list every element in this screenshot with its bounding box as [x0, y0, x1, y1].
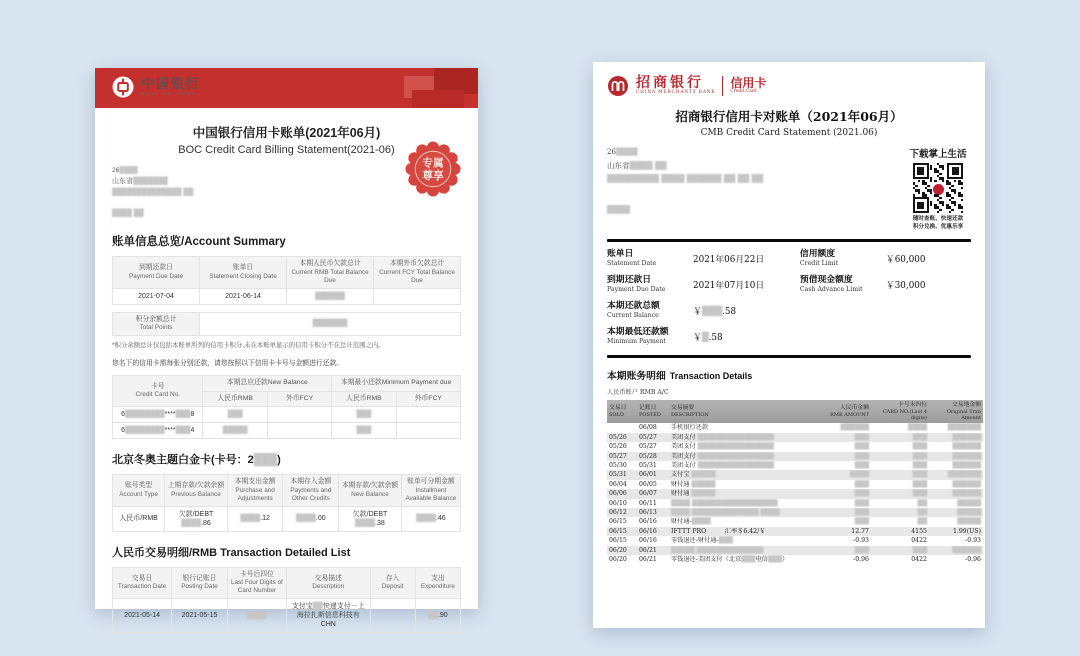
col-header: 卡号末四位 CARD NO.(Last 4 digits): [871, 400, 929, 423]
table-header-row: [113, 475, 461, 507]
col-header: 上期存款/欠款余额 Previous Balance: [165, 475, 228, 507]
cell: 美团支付 ████████████████: [671, 443, 774, 451]
cell: ███████: [929, 470, 983, 479]
addressee-line: ████ ██: [112, 210, 144, 217]
qr-code: [913, 163, 963, 213]
cell: ██████: [929, 452, 983, 461]
card-repayment-table: [112, 375, 461, 439]
cell: ████.12: [227, 506, 283, 531]
cell: 美团支付 ████████████████: [669, 433, 819, 442]
col-header: 账号类型 Account Type: [113, 475, 165, 507]
cell: ███: [871, 489, 929, 498]
cell: 06/16: [639, 518, 657, 526]
cell: ███: [854, 518, 869, 526]
rmb-transaction-table: [112, 567, 461, 634]
cell: 05/26: [607, 433, 637, 442]
cell: ████: [907, 424, 927, 432]
subcol-fcy: 外币FCY: [396, 391, 460, 407]
col-header: 本期人民币欠款总计 Current RMB Total Balance Due: [287, 257, 374, 289]
txn-row: [607, 489, 983, 498]
cell: 1.99(US): [929, 527, 983, 536]
cell: 0422: [911, 556, 927, 564]
col-header: 本期存款/欠款余额 New Balance: [339, 475, 402, 507]
account-summary-table: [112, 256, 461, 305]
subcol-rmb: 人民币RMB: [332, 391, 396, 407]
cell: 05/26: [609, 443, 627, 451]
cell: 美团支付 ████████████████: [671, 462, 774, 470]
cell-rmb-total-due: ██████: [287, 288, 374, 304]
cell: ██████: [929, 489, 983, 498]
cell-posting-date: 2021-05-15: [172, 599, 228, 633]
cell: ██: [871, 508, 929, 517]
statement-title: 招商银行信用卡对账单（2021年06月）: [675, 109, 903, 124]
cell-txn-date: 2021-05-14: [113, 599, 172, 633]
bank-name-cn: 招商银行: [636, 75, 704, 91]
svg-text:专属: 专属: [422, 157, 444, 170]
cell: -0.93: [965, 537, 981, 545]
cell-expenditure: ██.90: [415, 599, 460, 633]
cell: 支付宝 █████: [669, 470, 819, 479]
col-header: 交易描述 Description: [286, 567, 370, 599]
cell: 零钱退还-美团支付（北京███电信███）: [671, 556, 789, 564]
cell: 05/31: [639, 462, 657, 470]
cell: 06/20: [607, 546, 637, 555]
cell: 4155: [871, 527, 929, 536]
cell: ███: [332, 407, 396, 423]
table-row: [113, 506, 461, 531]
cell-payment-due-date: 2021-07-04: [113, 288, 200, 304]
cell: ███: [854, 480, 869, 488]
cell: █████: [957, 518, 981, 526]
txn-row: [607, 536, 983, 545]
col-header: 本期支出金额 Purchase and Adjustments: [227, 475, 283, 507]
cell-card-no: 6████████****███4: [113, 423, 203, 439]
account-type-table: [112, 474, 461, 532]
cell: ███: [819, 508, 871, 517]
cell: 零钱退还-财付通-███: [671, 537, 733, 545]
cell: 06/07: [637, 489, 669, 498]
txn-row: [607, 517, 983, 526]
divider-rule: [607, 355, 971, 358]
col-header: 存入 Deposit: [370, 567, 415, 599]
cell: 06/21: [639, 556, 657, 564]
col-header: 人民币金额 RMB AMOUNT: [819, 400, 871, 423]
table-row: [113, 407, 461, 423]
summary-cash-advance-limit: 预借现金额度 Cash Advance Limit ￥30,000: [799, 275, 926, 294]
cell: 06/10: [609, 499, 627, 507]
bank-name-en: CHINA MERCHANTS BANK: [636, 90, 716, 95]
summary-credit-limit: 信用额度 Credit Limit ￥60,000: [799, 249, 926, 268]
cell: ███: [871, 470, 929, 479]
cell: ████ ██████████████████: [671, 499, 778, 507]
cell: [607, 423, 637, 432]
cell: [396, 423, 460, 439]
txn-row: [607, 480, 983, 489]
cell: 06/21: [637, 546, 669, 555]
cell: 06/06: [607, 489, 637, 498]
col-header: 记账日 POSTED: [637, 400, 669, 423]
qr-finder-icon: [913, 197, 929, 213]
cell: 06/15: [609, 518, 627, 526]
cell: [396, 407, 460, 423]
cell: ███: [203, 407, 267, 423]
statement-title: 中国银行信用卡账单(2021年06月): [192, 126, 381, 140]
total-points-table: [112, 312, 461, 337]
txn-row: [607, 442, 983, 451]
cell: ██: [917, 499, 927, 507]
addressee-block: [607, 146, 763, 231]
product-name-cn: 信用卡: [730, 76, 767, 90]
cell: 美团支付 ████████████████: [669, 452, 819, 461]
cell: 06/05: [639, 480, 657, 488]
section-rmb-transactions: 人民币交易明细/RMB Transaction Detailed List: [112, 546, 351, 559]
bank-name-cn: 中国银行: [141, 76, 202, 92]
cell: ███: [819, 452, 871, 461]
col-header: 卡号后四位 Last Four Digits of Card Number: [227, 567, 286, 599]
cell: 06/12: [607, 508, 637, 517]
cmb-emblem-icon: [607, 75, 629, 97]
txn-row: [607, 433, 983, 442]
cell: -0.93: [853, 537, 869, 545]
qr-label: 下载掌上生活: [909, 149, 967, 160]
boc-header-band: [95, 68, 478, 108]
cell: 05/27: [607, 452, 637, 461]
qr-finder-icon: [913, 163, 929, 179]
cell-deposit: [370, 599, 415, 633]
cell: ████.00: [283, 506, 339, 531]
addressee-line: █████████ ████ ██████ ██ ██ ██: [607, 174, 764, 183]
cell: ██████: [840, 424, 869, 432]
cell: 06/16: [639, 537, 657, 545]
col-header: 交易日 SOLD: [607, 400, 637, 423]
cell: ███: [819, 433, 871, 442]
points-value: ███████: [200, 312, 461, 336]
cell: ███: [912, 462, 927, 470]
points-label: 积分余额总计 Total Points: [113, 312, 200, 336]
cell-closing-date: 2021-06-14: [200, 288, 287, 304]
cell: ██████: [952, 443, 981, 451]
section-card-title: 北京冬奥主题白金卡(卡号：2███): [112, 454, 281, 466]
table-row: [113, 288, 461, 304]
addressee-line: ██████████████ ██: [112, 189, 194, 196]
table-header-row: [113, 567, 461, 599]
col-header: 账单可分期金额 Installment Available Balance: [401, 475, 460, 507]
col-header: 银行记账日 Posting Date: [172, 567, 228, 599]
cell: -0.96: [965, 556, 981, 564]
band-decoration: [412, 90, 464, 108]
cell: 财付通 █████: [669, 489, 819, 498]
col-header-min-payment: 本期最小还款Minimum Payment due: [332, 376, 461, 392]
cell: ██████: [929, 546, 983, 555]
txn-row: [607, 555, 983, 564]
cell: █████: [203, 423, 267, 439]
summary-payment-due-date: 到期还款日 Payment Due Date 2021年07月10日: [607, 275, 765, 294]
table-header-row: [113, 376, 461, 392]
points-note: *积分余额总计仅包括本账单所列的信用卡积分,未在本账单显示的信用卡积分不在总计范围之内。: [112, 342, 385, 349]
statement-subtitle: CMB Credit Card Statement (2021.06): [700, 128, 878, 138]
cell: ███: [912, 480, 927, 488]
cell: 05/31: [607, 470, 637, 479]
col-header-card-no: 卡号 Credit Card No.: [113, 376, 203, 407]
boc-emblem-icon: [111, 75, 135, 99]
subcol-fcy: 外币FCY: [267, 391, 331, 407]
cell: ██: [917, 518, 927, 526]
repayment-notice: 您名下的信用卡需每张分别还款，请您按照以下信用卡卡号与金额进行还款。: [112, 360, 344, 367]
cell: [267, 423, 331, 439]
cell: ███: [854, 443, 869, 451]
table-row: [113, 423, 461, 439]
addressee-line: 26████: [607, 148, 638, 156]
qr-caption: 积分兑换、优惠乐享: [912, 223, 964, 230]
cell: ████: [819, 470, 871, 479]
section-account-summary: 账单信息总览/Account Summary: [112, 236, 286, 248]
cell: 12.77: [819, 527, 871, 536]
txn-row: [607, 423, 983, 432]
txn-row: [607, 527, 983, 536]
logo-divider: [722, 76, 723, 96]
cell: 06/08: [639, 424, 657, 432]
app-promo: [905, 146, 971, 231]
cell: ████ ██████████████ ████: [669, 508, 819, 517]
rmb-account-line: 人民币账户 RMB A/C: [607, 389, 669, 397]
cell: 0422: [911, 537, 927, 545]
cell: 手机银行还款: [671, 424, 709, 432]
col-header: 交易摘要 DESCRIPTION: [669, 400, 819, 423]
table-header-row: [607, 400, 983, 423]
txn-row: [607, 508, 983, 517]
cell: ██████: [929, 433, 983, 442]
col-header: 交易日 Transaction Date: [113, 567, 172, 599]
cell: ███: [819, 546, 871, 555]
cell: 欠款/DEBT ████.86: [165, 506, 228, 531]
col-header: 支出 Expenditure: [415, 567, 460, 599]
cell: ████.46: [401, 506, 460, 531]
addressee-line: 26████: [112, 167, 138, 174]
cmb-statement: [593, 62, 985, 628]
cell: ███████: [947, 424, 981, 432]
txn-row: [607, 452, 983, 461]
cell: ███: [854, 499, 869, 507]
cell: ███: [854, 462, 869, 470]
summary-current-balance: 本期还款总额 Current Balance ￥███.58: [607, 301, 737, 320]
cell: █████ ██████████████: [669, 546, 819, 555]
summary-statement-date: 账单日 Statement Date 2021年06月22日: [607, 249, 765, 268]
cell: 06/16: [637, 527, 669, 536]
product-name-en: Credit Card: [730, 89, 757, 94]
cell: IFTTT PRO 汇率＄6.42/￥: [669, 527, 819, 536]
section-transaction-details: 本期账务明细 Transaction Details: [607, 371, 753, 383]
col-header: 交易地金额 Original Trxn Amount: [929, 400, 983, 423]
cell: ██████: [952, 480, 981, 488]
cell: █████: [929, 508, 983, 517]
summary-block: [607, 249, 971, 353]
boc-statement: [95, 68, 478, 628]
cell: █████: [957, 499, 981, 507]
cell: 06/04: [609, 480, 627, 488]
txn-row: [607, 470, 983, 479]
cell-description: 支付宝██快递支付－上海拉扎斯信息科技有 CHN: [286, 599, 370, 633]
cell: ███: [871, 546, 929, 555]
txn-row: [607, 499, 983, 508]
cell: 06/20: [609, 556, 627, 564]
cmb-logo: [607, 75, 971, 97]
txn-row: [607, 546, 983, 555]
cell: 05/28: [637, 452, 669, 461]
cell-last4: ████: [227, 599, 286, 633]
cell: 05/27: [637, 433, 669, 442]
cell: 06/15: [607, 527, 637, 536]
col-header-new-balance: 本期总应还款New Balance: [203, 376, 332, 392]
summary-minimum-payment: 本期最低还款额 Minimum Payment ￥█.58: [607, 327, 723, 346]
cell: 财付通-████: [671, 518, 711, 526]
cmb-transaction-table: [607, 400, 983, 564]
cell: 人民币/RMB: [113, 506, 165, 531]
addressee-line: 山东省████ ██: [607, 161, 667, 170]
statement-subtitle: BOC Credit Card Billing Statement(2021-06): [178, 144, 395, 156]
cell: 05/27: [639, 443, 657, 451]
cell: ██████: [952, 462, 981, 470]
addressee-line: ████: [607, 205, 631, 214]
subcol-rmb: 人民币RMB: [203, 391, 267, 407]
col-header: 到期还款日 Payment Due Date: [113, 257, 200, 289]
qr-caption: 随时查账、快速还款: [912, 216, 964, 223]
divider-rule: [607, 239, 971, 242]
cell-fcy-total-due: [374, 288, 461, 304]
boc-logo: [111, 75, 201, 99]
bank-name-en: BANK OF CHINA: [141, 90, 197, 96]
txn-row: [607, 461, 983, 470]
cell: 欠款/DEBT ████.38: [339, 506, 402, 531]
cell: -0.96: [853, 556, 869, 564]
cell: 06/15: [609, 537, 627, 545]
table-row: [113, 312, 461, 336]
cell: ███: [871, 452, 929, 461]
cell: 05/30: [609, 462, 627, 470]
cell: ███: [871, 433, 929, 442]
vip-badge-icon: [405, 141, 461, 197]
svg-text:尊享: 尊享: [422, 169, 444, 182]
table-row: [113, 599, 461, 633]
cell: 06/11: [639, 499, 657, 507]
table-header-row: [113, 257, 461, 289]
cell: ███: [332, 423, 396, 439]
qr-finder-icon: [947, 163, 963, 179]
cell: [267, 407, 331, 423]
cell: 06/01: [637, 470, 669, 479]
addressee-line: 山东省███████: [112, 178, 168, 185]
cell: 财付通 █████: [671, 480, 716, 488]
cell-card-no: 6████████****███8: [113, 407, 203, 423]
col-header: 账单日 Statement Closing Date: [200, 257, 287, 289]
cell: 06/13: [637, 508, 669, 517]
cell: ███: [819, 489, 871, 498]
col-header: 本期外币欠款总计 Current FCY Total Balance Due: [374, 257, 461, 289]
col-header: 本期存入金额 Payments and Other Credits: [283, 475, 339, 507]
cell: ███: [912, 443, 927, 451]
